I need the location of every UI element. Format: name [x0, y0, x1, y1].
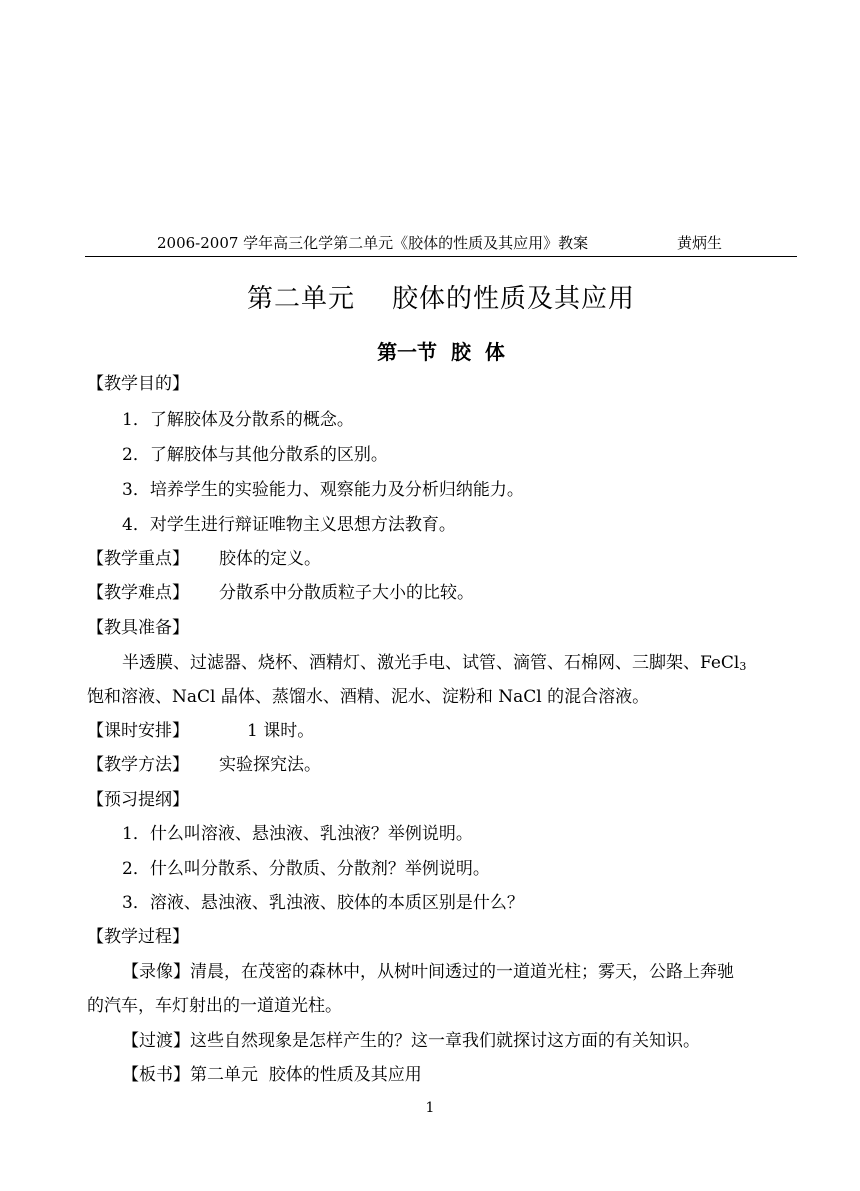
- page-header: [85, 232, 797, 257]
- equipment-heading: 【教具准备】: [87, 618, 189, 638]
- preview-item: 2．什么叫分散系、分散质、分散剂？举例说明。: [122, 859, 490, 879]
- difficulty-label: 【教学难点】: [87, 583, 189, 603]
- schedule-value: 1 课时。: [247, 721, 315, 741]
- transition-paragraph: 【过渡】这些自然现象是怎样产生的？这一章我们就探讨这方面的有关知识。: [122, 1031, 700, 1051]
- header-title: 2006-2007 学年高三化学第二单元《胶体的性质及其应用》教案: [157, 234, 589, 252]
- objective-item: 1．了解胶体及分散系的概念。: [122, 410, 354, 430]
- equipment-line-1: [122, 651, 746, 675]
- schedule-label: 【课时安排】: [87, 721, 189, 741]
- document-title: 第二单元 胶体的性质及其应用: [246, 284, 636, 314]
- equipment-line-2: 饱和溶液、NaCl 晶体、蒸馏水、酒精、泥水、淀粉和 NaCl 的混合溶液。: [87, 687, 650, 707]
- key-point-label: 【教学重点】: [87, 549, 189, 569]
- preview-item: 3．溶液、悬浊液、乳浊液、胶体的本质区别是什么？: [122, 893, 524, 913]
- section-title: 第一节 胶 体: [377, 340, 505, 364]
- objective-item: 3．培养学生的实验能力、观察能力及分析归纳能力。: [122, 480, 524, 500]
- method-value: 实验探究法。: [219, 755, 321, 775]
- difficulty-value: 分散系中分散质粒子大小的比较。: [219, 583, 474, 603]
- method-label: 【教学方法】: [87, 755, 189, 775]
- preview-item: 1．什么叫溶液、悬浊液、乳浊液？举例说明。: [122, 824, 473, 844]
- key-point-value: 胶体的定义。: [219, 549, 321, 569]
- preview-heading: 【预习提纲】: [87, 790, 189, 810]
- equipment-text: 半透膜、过滤器、烧杯、酒精灯、激光手电、试管、滴管、石棉网、三脚架、FeCl: [122, 653, 740, 673]
- objective-item: 4．对学生进行辩证唯物主义思想方法教育。: [122, 515, 456, 535]
- equipment-subscript: 3: [739, 660, 747, 673]
- process-heading: 【教学过程】: [87, 927, 189, 947]
- video-paragraph-line-2: 的汽车，车灯射出的一道道光柱。: [87, 996, 342, 1016]
- header-author: 黄炳生: [677, 234, 723, 252]
- page-number: 1: [425, 1100, 435, 1116]
- video-paragraph-line-1: 【录像】清晨，在茂密的森林中，从树叶间透过的一道道光柱；雾天，公路上奔驰: [122, 962, 734, 982]
- objective-item: 2．了解胶体与其他分散系的区别。: [122, 445, 388, 465]
- board-paragraph: 【板书】第二单元 胶体的性质及其应用: [122, 1065, 422, 1085]
- objectives-heading: 【教学目的】: [87, 374, 189, 394]
